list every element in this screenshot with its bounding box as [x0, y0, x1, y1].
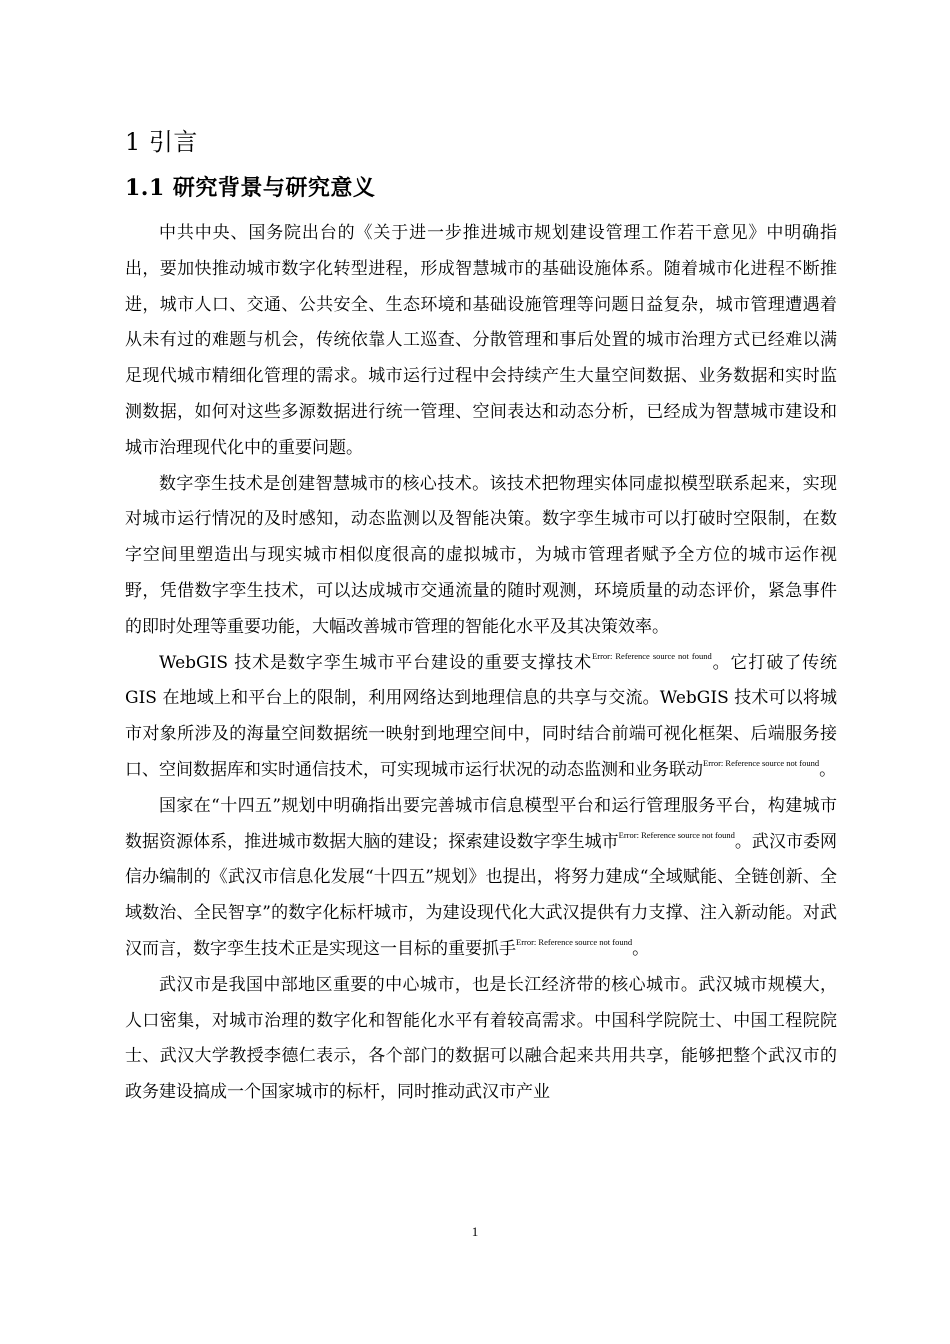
paragraph-4-text-b: 。武汉市委网信办编制的《武汉市信息化发展“十四五”规划》也提出，将努力建成“全域赋能、全链创新、全域数治、全民智享”的数字化标杆城市，为建设现代化大武汉提供有力支撑、注入新动能。对武汉而言，数字孪生技术正是实现这一目标的重要抓手 — [125, 831, 838, 959]
chapter-title: 1 引言 — [125, 128, 198, 156]
section-title: 1.1 研究背景与研究意义 — [125, 175, 376, 201]
paragraph-1: 中共中央、国务院出台的《关于进一步推进城市规划建设管理工作若干意见》中明确指出，要加快推动城市数字化转型进程，形成智慧城市的基础设施体系。随着城市化进程不断推进，城市人口、交通、公共安全、生态环境和基础设施管理等问题日益复杂，城市管理遭遇着从未有过的难题与机会，传统依靠人工巡查、分散管理和事后处置的城市治理方式已经难以满足现代城市精细化管理的需求。城市运行过程中会持续产生大量空间数据、业务数据和实时监测数据，如何对这些多源数据进行统一管理、空间表达和动态分析，已经成为智慧城市建设和城市治理现代化中的重要问题。 — [125, 223, 837, 458]
paragraph-4 — [125, 789, 837, 968]
reference-error-note: Error: Reference source not found — [592, 650, 712, 661]
paragraph-2: 数字孪生技术是创建智慧城市的核心技术。该技术把物理实体同虚拟模型联系起来，实现对城市运行情况的及时感知，动态监测以及智能决策。数字孪生城市可以打破时空限制，在数字空间里塑造出与现实城市相似度很高的虚拟城市，为城市管理者赋予全方位的城市运作视野，凭借数字孪生技术，可以达成城市交通流量的随时观测，环境质量的动态评价，紧急事件的即时处理等重要功能，大幅改善城市管理的智能化水平及其决策效率。 — [125, 473, 837, 637]
page-content — [125, 122, 837, 1111]
paragraph-5: 武汉市是我国中部地区重要的中心城市，也是长江经济带的核心城市。武汉城市规模大，人口密集，对城市治理的数字化和智能化水平有着较高需求。中国科学院院士、中国工程院院士、武汉大学教授李德仁表示，各个部门的数据可以融合起来共用共享，能够把整个武汉市的政务建设搞成一个国家城市的标杆，同时推动武汉市产业 — [125, 974, 837, 1103]
paragraph-3-text-c: 。 — [819, 759, 837, 780]
paragraph-3 — [125, 646, 837, 789]
paragraph-4-text-a: 国家在“十四五”规划中明确指出要完善城市信息模型平台和运行管理服务平台，构建城市数据资源体系，推进城市数据大脑的建设；探索建设数字孪生城市 — [125, 795, 837, 852]
reference-error-note: Error: Reference source not found — [703, 757, 820, 768]
paragraph-4-text-c: 。 — [632, 938, 650, 959]
paragraph-3-text-b: 。它打破了传统 GIS 在地域上和平台上的限制，利用网络达到地理信息的共享与交流。WebGIS 技术可以将城市对象所涉及的海量空间数据统一映射到地理空间中，同时结合前端可视化框架、后端服务接口、空间数据库和实时通信技术，可实现城市运行状况的动态监测和业务联动 — [125, 652, 837, 780]
reference-error-note: Error: Reference source not found — [516, 936, 633, 947]
reference-error-note: Error: Reference source not found — [618, 829, 735, 840]
page-number: 1 — [471, 1224, 479, 1239]
paragraph-3-text-a: WebGIS 技术是数字孪生城市平台建设的重要支撑技术 — [159, 652, 593, 673]
